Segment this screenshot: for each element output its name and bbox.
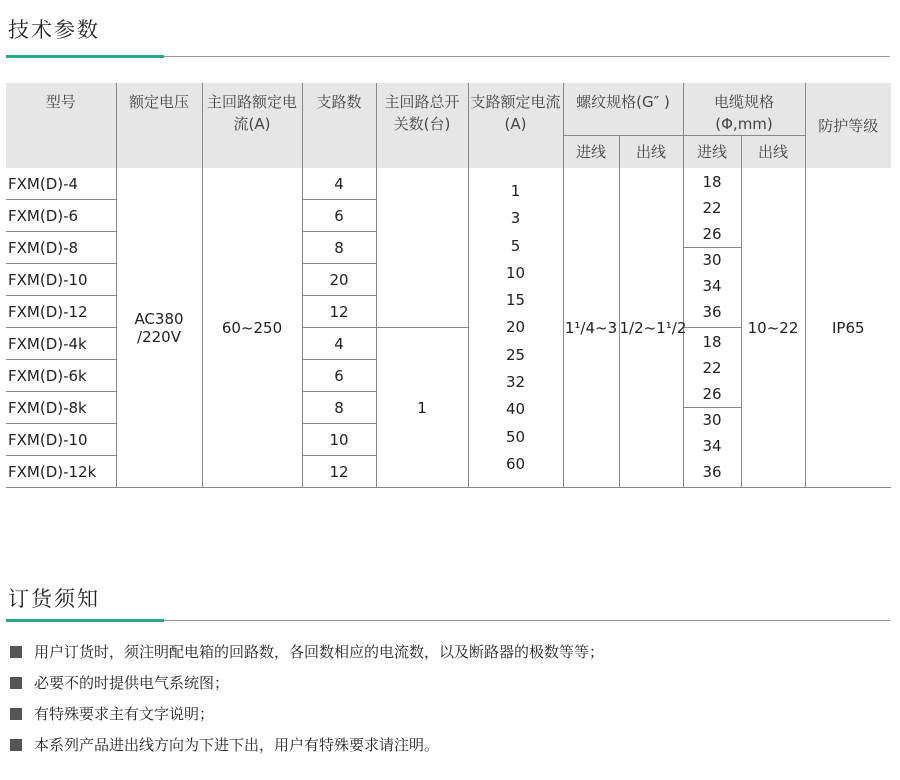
- order-note-text: 有特殊要求主有文字说明；: [34, 705, 215, 723]
- col-main-current: 主回路额定电流(A): [202, 83, 302, 168]
- order-note-item: [10, 735, 604, 766]
- branch-current-value: 15: [505, 291, 526, 310]
- cable-inlet-group: [684, 408, 741, 485]
- model-cell: FXM(D)-8k: [6, 392, 116, 424]
- table-row: [6, 168, 891, 200]
- cable-inlet-value: 34: [702, 276, 722, 295]
- cable-inlet-value: 18: [702, 173, 722, 192]
- branch-count-cell: 8: [302, 232, 376, 264]
- branch-current-value: 10: [505, 263, 526, 282]
- protection-cell: IP65: [805, 168, 891, 488]
- branch-current-value: 40: [505, 400, 526, 419]
- order-note-text: 本系列产品进出线方向为下进下出，用户有特殊要求请注明。: [34, 736, 440, 754]
- bullet-square-icon: [10, 677, 22, 689]
- branch-count-cell: 4: [302, 168, 376, 200]
- branch-current-value: 50: [505, 427, 526, 446]
- cable-inlet-group: [684, 248, 741, 325]
- order-note-item: [10, 704, 604, 735]
- branch-count-cell: 20: [302, 264, 376, 296]
- voltage-line: AC380: [134, 309, 184, 328]
- order-note-item: [10, 673, 604, 704]
- cable-outlet-cell: 10~22: [741, 168, 805, 488]
- model-cell: FXM(D)-8: [6, 232, 116, 264]
- spec-section-title: 技术参数: [8, 18, 100, 42]
- main-switch-cell-empty: [376, 168, 468, 328]
- cable-inlet-value: 36: [702, 302, 722, 321]
- branch-current-value: 20: [505, 318, 526, 337]
- thread-outlet-header: 出线: [619, 136, 683, 169]
- branch-count-cell: 12: [302, 456, 376, 488]
- main-switch-cell: 1: [376, 328, 468, 488]
- branch-count-cell: 6: [302, 360, 376, 392]
- cable-inlet-value: 36: [702, 462, 722, 481]
- branch-count-cell: 12: [302, 296, 376, 328]
- branch-current-value: 5: [510, 236, 521, 255]
- cable-inlet-value: 26: [702, 384, 722, 403]
- order-section-title: 订货须知: [8, 587, 100, 611]
- table-body: [6, 168, 891, 488]
- cable-inlet-value: 26: [702, 224, 722, 243]
- cable-inlet-value: 30: [702, 411, 722, 430]
- col-rated-voltage: 额定电压: [116, 83, 202, 168]
- branch-current-value: 1: [510, 182, 521, 201]
- branch-count-cell: 8: [302, 392, 376, 424]
- voltage-line: /220V: [137, 327, 181, 346]
- col-branch-count: 支路数: [302, 83, 376, 168]
- rule-accent: [6, 55, 164, 58]
- branch-current-value: 3: [510, 209, 521, 228]
- cable-outlet-header: 出线: [741, 136, 805, 169]
- cable-inlet-cell: [683, 168, 741, 328]
- branch-current-list: [469, 178, 563, 478]
- cable-inlet-header: 进线: [683, 136, 741, 169]
- branch-count-cell: 10: [302, 424, 376, 456]
- cable-inlet-value: 22: [702, 358, 722, 377]
- bullet-square-icon: [10, 739, 22, 751]
- cable-inlet-value: 30: [702, 251, 722, 270]
- cable-inlet-cell: [683, 328, 741, 488]
- cable-inlet-value: 34: [702, 436, 722, 455]
- order-section-rule: [6, 620, 890, 621]
- model-cell: FXM(D)-6: [6, 200, 116, 232]
- bullet-square-icon: [10, 646, 22, 658]
- thread-inlet-cell: 1¹/4~3: [563, 168, 619, 488]
- col-thread: 螺纹规格(G″ ): [563, 83, 683, 136]
- cable-inlet-group: [684, 170, 741, 248]
- branch-count-cell: 6: [302, 200, 376, 232]
- thread-inlet-header: 进线: [563, 136, 619, 169]
- model-cell: FXM(D)-4k: [6, 328, 116, 360]
- model-cell: FXM(D)-10: [6, 424, 116, 456]
- model-cell: FXM(D)-12: [6, 296, 116, 328]
- order-notes-list: [10, 642, 604, 766]
- voltage-cell: [116, 168, 202, 488]
- branch-current-value: 25: [505, 345, 526, 364]
- branch-current-value: 32: [505, 372, 526, 391]
- order-note-text: 用户订货时，须注明配电箱的回路数，各回数相应的电流数，以及断路器的极数等等；: [34, 643, 605, 661]
- model-cell: FXM(D)-10: [6, 264, 116, 296]
- cable-inlet-value: 18: [702, 333, 722, 352]
- thread-outlet-cell: 1/2~1¹/2: [619, 168, 683, 488]
- order-note-item: [10, 642, 604, 673]
- spec-section-rule: [6, 56, 890, 57]
- col-branch-current: 支路额定电流(A): [468, 83, 563, 168]
- col-cable: 电缆规格(Φ,mm): [683, 83, 805, 136]
- model-cell: FXM(D)-12k: [6, 456, 116, 488]
- col-protection: 防护等级: [805, 83, 891, 168]
- rule-accent: [6, 619, 164, 622]
- bullet-square-icon: [10, 708, 22, 720]
- branch-current-cell: [468, 168, 563, 488]
- branch-count-cell: 4: [302, 328, 376, 360]
- col-model: 型号: [6, 83, 116, 168]
- main-current-cell: 60~250: [202, 168, 302, 488]
- table-header-row: [6, 83, 891, 136]
- model-cell: FXM(D)-6k: [6, 360, 116, 392]
- cable-inlet-value: 22: [702, 198, 722, 217]
- col-main-switch: 主回路总开关数(台): [376, 83, 468, 168]
- model-cell: FXM(D)-4: [6, 168, 116, 200]
- branch-current-value: 60: [505, 454, 526, 473]
- cable-inlet-group: [684, 330, 741, 408]
- spec-table: [6, 83, 891, 488]
- order-note-text: 必要不的时提供电气系统图；: [34, 674, 230, 692]
